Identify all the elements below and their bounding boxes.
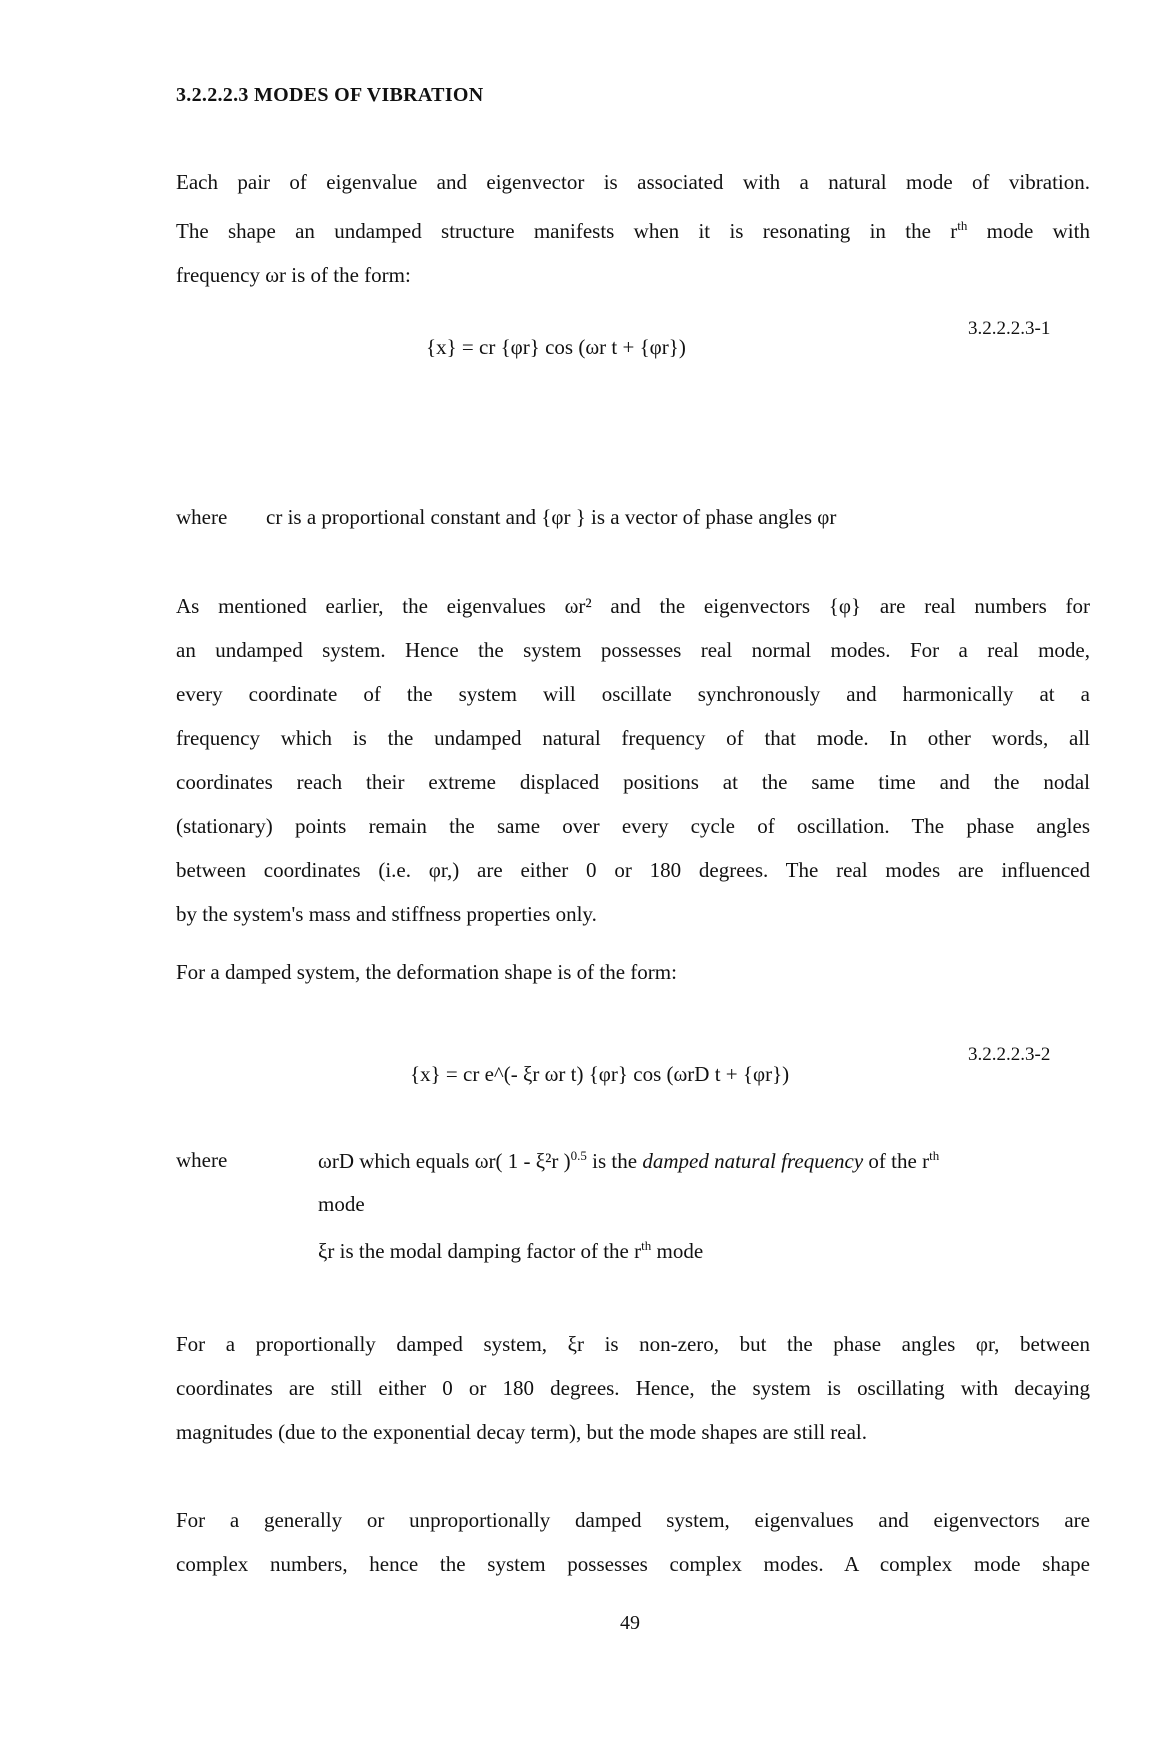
superscript: 0.5: [570, 1148, 587, 1163]
paragraph-line: magnitudes (due to the exponential decay term), but the mode shapes are still real.: [176, 1420, 868, 1444]
paragraph-unproportional: [176, 1498, 1090, 1586]
superscript: th: [957, 218, 968, 233]
paragraph-line: coordinates are still either 0 or 180 degrees. Hence, the system is oscillating with decaying: [176, 1376, 1090, 1400]
equation-2: {x} = cr e^(- ξr ωr t) {φr} cos (ωrD t + {φr}): [410, 1062, 790, 1086]
paragraph-line: every coordinate of the system will oscillate synchronously and harmonically at a: [176, 682, 1090, 706]
section-heading: 3.2.2.2.3 MODES OF VIBRATION: [176, 84, 484, 106]
paragraph-damped: [176, 950, 1090, 994]
equation-number-2: 3.2.2.2.3-2: [968, 1044, 1051, 1065]
where-definition-continued: mode: [318, 1192, 365, 1216]
paragraph-proportional: [176, 1322, 1090, 1454]
paragraph-line: frequency ωr is of the form:: [176, 263, 411, 287]
text-run: mode: [651, 1239, 704, 1263]
paragraph-line: For a damped system, the deformation shape is of the form:: [176, 960, 677, 984]
paragraph-intro: [176, 160, 1090, 297]
paragraph-line: Each pair of eigenvalue and eigenvector is associated with a natural mode of vibration.: [176, 170, 1090, 194]
superscript: th: [641, 1238, 652, 1253]
paragraph-line: (stationary) points remain the same over every cycle of oscillation. The phase angles: [176, 814, 1090, 838]
text-run: mode with: [967, 219, 1090, 243]
paragraph-line: As mentioned earlier, the eigenvalues ωr² and the eigenvectors {φ} are real numbers for: [176, 594, 1090, 618]
paragraph-line: between coordinates (i.e. φr,) are either 0 or 180 degrees. The real modes are influenced: [176, 858, 1090, 882]
where-label: where: [176, 1148, 228, 1172]
paragraph-line: complex numbers, hence the system possesses complex modes. A complex mode shape: [176, 1552, 1090, 1576]
paragraph-real-modes: [176, 584, 1090, 936]
paragraph-line: an undamped system. Hence the system possesses real normal modes. For a real mode,: [176, 638, 1090, 662]
where-definition: cr is a proportional constant and {φr } is a vector of phase angles φr: [266, 505, 837, 529]
paragraph-line: [176, 204, 1090, 253]
equation-1: {x} = cr {φr} cos (ωr t + {φr}): [426, 335, 686, 359]
page-number: 49: [620, 1612, 640, 1634]
text-run: ξr is the modal damping factor of the r: [318, 1239, 642, 1263]
paragraph-line: coordinates reach their extreme displaced positions at the same time and the nodal: [176, 770, 1090, 794]
paragraph-line: For a proportionally damped system, ξr is non-zero, but the phase angles φr, between: [176, 1332, 1090, 1356]
where-label: where: [176, 505, 228, 529]
emphasis: damped natural frequency: [642, 1149, 864, 1173]
paragraph-line: For a generally or unproportionally damped system, eigenvalues and eigenvectors are: [176, 1508, 1090, 1532]
paragraph-line: by the system's mass and stiffness properties only.: [176, 902, 597, 926]
superscript: th: [929, 1148, 940, 1163]
text-run: The shape an undamped structure manifests when it is resonating in the r: [176, 219, 958, 243]
text-run: is the: [586, 1149, 643, 1173]
text-run: ωrD which equals ωr( 1 - ξ²r ): [318, 1149, 571, 1173]
paragraph-line: frequency which is the undamped natural frequency of that mode. In other words, all: [176, 726, 1090, 750]
text-run: of the r: [863, 1149, 930, 1173]
equation-number-1: 3.2.2.2.3-1: [968, 318, 1051, 339]
where-definition-damped-frequency: [318, 1148, 939, 1174]
where-definition-damping-factor: [318, 1238, 703, 1264]
